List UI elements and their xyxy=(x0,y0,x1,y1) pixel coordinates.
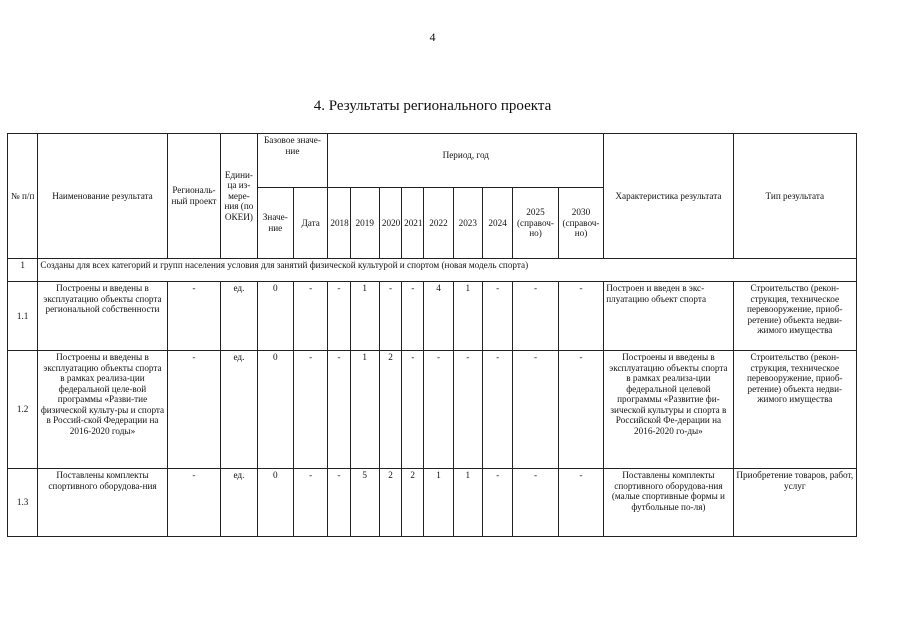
unit: ед. xyxy=(221,351,257,469)
header-year-2024: 2024 xyxy=(482,188,512,259)
section-text: Созданы для всех категорий и групп населения условия для занятий физической культурой и спортом (новая модель спорта) xyxy=(38,259,857,282)
header-regional: Региональ-ный проект xyxy=(167,134,221,259)
year-value: - xyxy=(482,351,512,469)
header-year-2030: 2030 (справоч-но) xyxy=(558,188,604,259)
year-value: - xyxy=(513,351,558,469)
year-value: - xyxy=(453,351,482,469)
result-name: Построены и введены в эксплуатацию объекты спорта региональной собственности xyxy=(38,282,167,351)
results-table xyxy=(7,133,857,537)
regional-project: - xyxy=(167,351,221,469)
header-base: Базовое значе-ние xyxy=(257,134,328,188)
header-base-date: Дата xyxy=(293,188,327,259)
header-base-value: Значе-ние xyxy=(257,188,293,259)
result-characteristic: Построен и введен в экс-плуатацию объект спорта xyxy=(604,282,733,351)
year-value: - xyxy=(328,282,350,351)
year-value: 1 xyxy=(453,469,482,537)
year-value: 1 xyxy=(453,282,482,351)
table-row xyxy=(8,351,857,469)
result-type: Приобретение товаров, работ, услуг xyxy=(733,469,856,537)
row-num: 1.3 xyxy=(8,469,38,537)
result-type: Строительство (рекон-струкция, техническое перевооружение, приоб-ретение) объекта недви-жимого имущества xyxy=(733,351,856,469)
section-num: 1 xyxy=(8,259,38,282)
header-type: Тип результата xyxy=(733,134,856,259)
header-num: № п/п xyxy=(8,134,38,259)
regional-project: - xyxy=(167,469,221,537)
header-year-2023: 2023 xyxy=(453,188,482,259)
unit: ед. xyxy=(221,282,257,351)
year-value: - xyxy=(424,351,453,469)
header-year-2022: 2022 xyxy=(424,188,453,259)
year-value: 2 xyxy=(379,469,401,537)
year-value: - xyxy=(558,282,604,351)
page-number: 4 xyxy=(429,30,436,44)
year-value: 1 xyxy=(350,351,379,469)
year-value: - xyxy=(558,351,604,469)
result-characteristic: Поставлены комплекты спортивного оборудова-ния (малые спортивные формы и футбольные по-ля) xyxy=(604,469,733,537)
year-value: - xyxy=(402,282,424,351)
year-value: 4 xyxy=(424,282,453,351)
base-value: 0 xyxy=(257,351,293,469)
header-year-2018: 2018 xyxy=(328,188,350,259)
year-value: 1 xyxy=(424,469,453,537)
base-date: - xyxy=(293,469,327,537)
year-value: - xyxy=(328,469,350,537)
header-unit: Едини-ца из-мере-ния (по ОКЕИ) xyxy=(221,134,257,259)
base-date: - xyxy=(293,351,327,469)
header-year-2019: 2019 xyxy=(350,188,379,259)
year-value: - xyxy=(402,351,424,469)
header-year-2021: 2021 xyxy=(402,188,424,259)
row-num: 1.2 xyxy=(8,351,38,469)
table-row xyxy=(8,282,857,351)
header-year-2025: 2025 (справоч-но) xyxy=(513,188,558,259)
result-name: Построены и введены в эксплуатацию объекты спорта в рамках реализа-ции федеральной целе-вой программы «Разви-тие физической культу-ры и спорта в Россий-ской Федерации на 2016-2020 годы» xyxy=(38,351,167,469)
year-value: - xyxy=(513,282,558,351)
year-value: - xyxy=(379,282,401,351)
base-value: 0 xyxy=(257,469,293,537)
row-num: 1.1 xyxy=(8,282,38,351)
year-value: - xyxy=(482,282,512,351)
year-value: 5 xyxy=(350,469,379,537)
regional-project: - xyxy=(167,282,221,351)
year-value: - xyxy=(558,469,604,537)
base-date: - xyxy=(293,282,327,351)
header-name: Наименование результата xyxy=(38,134,167,259)
table-row xyxy=(8,469,857,537)
unit: ед. xyxy=(221,469,257,537)
result-type: Строительство (рекон-струкция, техническое перевооружение, приоб-ретение) объекта недви-жимого имущества xyxy=(733,282,856,351)
header-characteristic: Характеристика результата xyxy=(604,134,733,259)
year-value: - xyxy=(513,469,558,537)
year-value: - xyxy=(482,469,512,537)
result-characteristic: Построены и введены в эксплуатацию объекты спорта в рамках реализа-ции федеральной целевой программы «Развитие фи-зической культуры и спорта в Российской Фе-дерации на 2016-2020 го-ды» xyxy=(604,351,733,469)
year-value: - xyxy=(328,351,350,469)
result-name: Поставлены комплекты спортивного оборудова-ния xyxy=(38,469,167,537)
header-period: Период, год xyxy=(328,134,604,188)
year-value: 2 xyxy=(402,469,424,537)
year-value: 1 xyxy=(350,282,379,351)
header-year-2020: 2020 xyxy=(379,188,401,259)
section-row xyxy=(8,259,857,282)
section-title: 4. Результаты регионального проекта xyxy=(313,98,552,114)
base-value: 0 xyxy=(257,282,293,351)
year-value: 2 xyxy=(379,351,401,469)
